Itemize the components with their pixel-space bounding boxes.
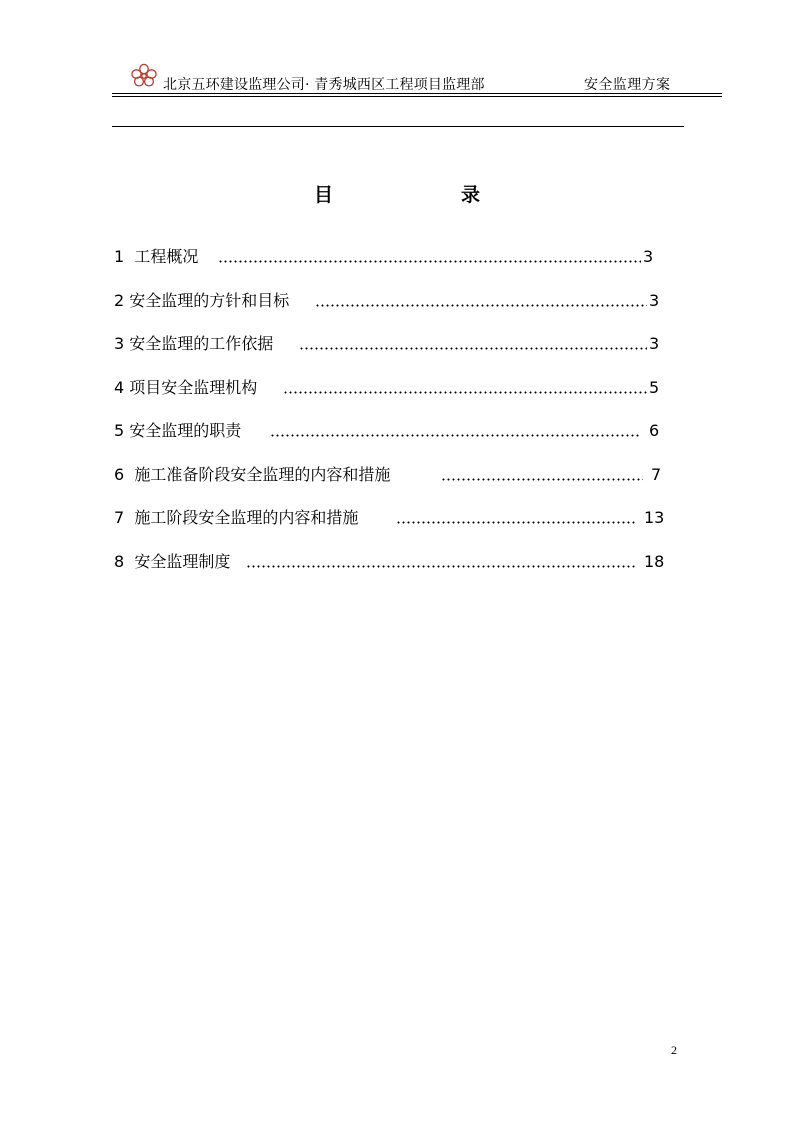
toc-entry-label: 4 项目安全监理机构	[114, 377, 258, 397]
toc-entry[interactable]	[114, 377, 666, 421]
toc-entry[interactable]	[114, 507, 666, 551]
toc-entry-page: 6	[649, 421, 660, 440]
toc-entry-label: 3 安全监理的工作依据	[114, 334, 274, 353]
toc-entry-label: 5 安全监理的职责	[114, 421, 247, 440]
body-divider	[112, 126, 684, 127]
toc-entry-page: 3	[649, 290, 660, 310]
toc-leader-dots	[299, 347, 647, 350]
toc-leader-dots	[283, 391, 647, 394]
toc-entry-page: 3	[649, 334, 660, 353]
toc-leader-dots	[218, 260, 641, 263]
toc-leader-dots	[315, 304, 647, 307]
toc-entry-label: 8 安全监理制度	[114, 551, 231, 571]
toc-entry[interactable]	[114, 551, 666, 595]
toc-entry-page: 7	[651, 464, 662, 484]
toc-entry-page: 18	[644, 551, 665, 571]
header-document-title: 安全监理方案	[584, 77, 671, 93]
toc-entry-label: 7 施工阶段安全监理的内容和措施	[114, 508, 359, 527]
table-of-contents	[114, 246, 666, 594]
toc-entry-label: 6 施工准备阶段安全监理的内容和措施	[114, 464, 396, 484]
header-organization: 北京五环建设监理公司· 青秀城西区工程项目监理部	[163, 77, 485, 93]
toc-leader-dots	[270, 434, 640, 437]
toc-entry[interactable]	[114, 333, 666, 377]
toc-entry[interactable]	[114, 290, 666, 334]
toc-entry-page: 5	[649, 377, 660, 397]
header-rule-bottom	[112, 96, 722, 97]
toc-leader-dots	[246, 565, 636, 568]
toc-title-char-1: 目	[314, 184, 334, 206]
toc-entry[interactable]	[114, 464, 666, 508]
toc-entry[interactable]	[114, 246, 666, 290]
toc-leader-dots	[441, 478, 643, 481]
toc-leader-dots	[396, 521, 636, 524]
toc-entry-page: 3	[643, 247, 654, 266]
toc-entry-label: 2 安全监理的方针和目标	[114, 290, 290, 310]
toc-entry-page: 13	[644, 508, 665, 527]
company-logo-icon	[129, 63, 159, 87]
toc-title-char-2: 录	[461, 184, 481, 206]
page-header	[112, 62, 722, 102]
toc-entry-label: 1 工程概况	[114, 247, 204, 266]
page-number: 2	[671, 1043, 677, 1057]
toc-entry[interactable]	[114, 420, 666, 464]
toc-title	[0, 180, 794, 206]
header-rule-top	[112, 93, 722, 94]
